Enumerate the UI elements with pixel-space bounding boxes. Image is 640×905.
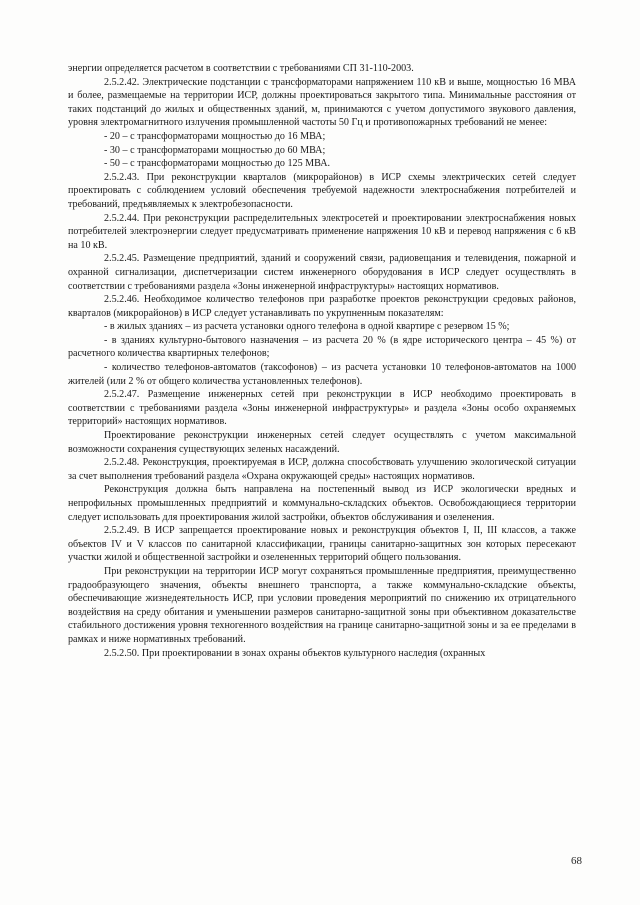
- list-item-residential: - в жилых зданиях – из расчета установки одного телефона в одной квартире с резервом 15 %;: [104, 321, 510, 333]
- list-item-50: - 50 – с трансформаторами мощностью до 125 МВА.: [104, 158, 331, 170]
- paragraph-2-5-2-48: 2.5.2.48. Реконструкция, проектируемая в ИСР, должна способствовать улучшению экологической ситуации за счет выполнения требований раздела «Охрана окружающей среды» настоящих нормативов.: [68, 457, 576, 482]
- paragraph-2-5-2-49: 2.5.2.49. В ИСР запрещается проектирование новых и реконструкция объектов I, II, III классов, а также объектов IV и V классов по санитарной классификации, границы санитарно-защитных зон которых пересекают участки жилой и общественной застройки и озелененных территорий общего пользования.: [68, 525, 576, 564]
- paragraph-reconstruction: Реконструкция должна быть направлена на постепенный вывод из ИСР экологически вредных и непрофильных промышленных предприятий и коммунально-складских объектов. Освобождающиеся территории следует использовать для проектирования жилой застройки, объектов обслуживания и озеленения.: [68, 484, 576, 523]
- paragraph-2-5-2-46: 2.5.2.46. Необходимое количество телефонов при разработке проектов реконструкции средовых районов, кварталов (микрорайонов) в ИСР следует устанавливать по укрупненным показателям:: [68, 294, 576, 319]
- paragraph-2-5-2-42: 2.5.2.42. Электрические подстанции с трансформаторами напряжением 110 кВ и выше, мощностью 16 МВА и более, размещаемые на территории ИСР, должны проектироваться закрытого типа. Минимальные расстояния от таких подстанций до жилых и общественных зданий, м, принимаются с учетом допустимого звукового давления, уровня электромагнитного излучения промышленной частоты 50 Гц и противопожарных требований не менее:: [68, 76, 576, 129]
- body-text: [68, 62, 576, 660]
- list-item-20: - 20 – с трансформаторами мощностью до 16 МВА;: [104, 130, 326, 142]
- list-item-30: - 30 – с трансформаторами мощностью до 60 МВА;: [104, 144, 326, 156]
- paragraph-preservation: При реконструкции на территории ИСР могут сохраняться промышленные предприятия, преимущественно градообразующего значения, объекты внешнего транспорта, а также коммунально-складские объекты, обеспечивающие жизнедеятельность ИСР, при условии проведения мероприятий по снижению их отрицательного воздействия на среду обитания и уменьшении размеров санитарно-защитной зоны при объективном доказательстве стабильного достижения уровня техногенного воздействия на границе санитарно-защитной зоны и за ее пределами в рамках и ниже нормативных требований.: [68, 565, 576, 645]
- paragraph-continuation: энергии определяется расчетом в соответствии с требованиями СП 31-110-2003.: [68, 63, 414, 74]
- paragraph-2-5-2-47: 2.5.2.47. Размещение инженерных сетей при реконструкции в ИСР необходимо проектировать в соответствии с требованиями раздела «Зоны инженерной инфраструктуры» и раздела «Зоны особо охраняемых территорий» настоящих нормативов.: [68, 389, 576, 428]
- list-item-cultural: - в зданиях культурно-бытового назначения – из расчета 20 % (в ядре исторического центра – 45 %) от расчетного количества квартирных телефонов;: [68, 334, 576, 360]
- paragraph-2-5-2-43: 2.5.2.43. При реконструкции кварталов (микрорайонов) в ИСР схемы электрических сетей следует проектировать с соблюдением условий обеспечения требуемой надежности электроснабжения потребителей и требований, предъявляемых к электробезопасности.: [68, 171, 576, 210]
- list-item-payphones: - количество телефонов-автоматов (таксофонов) – из расчета установки 10 телефонов-автоматов на 1000 жителей (или 2 % от общего количества установленных телефонов).: [68, 362, 576, 387]
- paragraph-2-5-2-45: 2.5.2.45. Размещение предприятий, зданий и сооружений связи, радиовещания и телевидения, пожарной и охранной сигнализации, диспетчеризации систем инженерного оборудования в ИСР следует осуществлять в соответствии с требованиями раздела «Зоны инженерной инфраструктуры» настоящих нормативов.: [68, 253, 576, 292]
- paragraph-2-5-2-44: 2.5.2.44. При реконструкции распределительных электросетей и проектировании электроснабжения новых потребителей электроэнергии следует предусматривать применение напряжения 10 кВ и перевод напряжения с 6 кВ на 10 кВ.: [68, 212, 576, 251]
- paragraph-2-5-2-50: 2.5.2.50. При проектировании в зонах охраны объектов культурного наследия (охранных: [104, 647, 486, 659]
- page-number: 68: [571, 855, 582, 867]
- paragraph-networks: Проектирование реконструкции инженерных сетей следует осуществлять с учетом максимальной возможности сохранения существующих зеленых насаждений.: [68, 430, 576, 455]
